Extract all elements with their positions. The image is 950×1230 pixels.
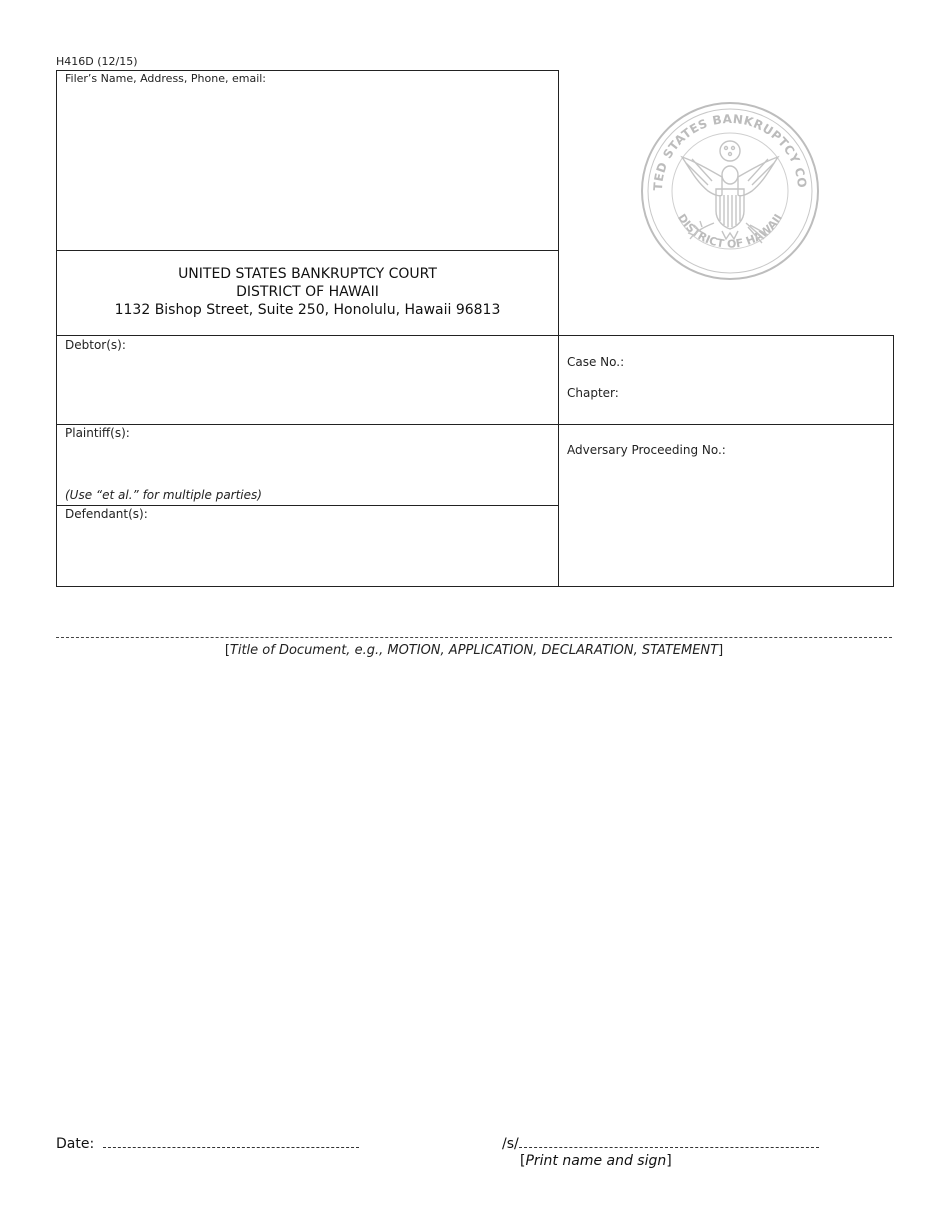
plaintiff-label: Plaintiff(s): <box>65 426 130 440</box>
defendant-label: Defendant(s): <box>65 507 148 521</box>
date-input-line[interactable] <box>103 1134 359 1148</box>
document-title-line[interactable] <box>56 637 892 638</box>
debtor-box[interactable] <box>56 335 559 425</box>
signature-prefix: /s/ <box>502 1136 519 1152</box>
title-hint-text: Title of Document, e.g., MOTION, APPLICATION, DECLARATION, STATEMENT <box>229 643 719 658</box>
print-bracket-close: ] <box>666 1153 672 1169</box>
title-bracket-close: ] <box>718 643 724 658</box>
date-label: Date: <box>56 1136 95 1152</box>
adversary-proceeding-box[interactable] <box>558 424 894 587</box>
plaintiff-box[interactable] <box>56 424 559 506</box>
print-hint-text: Print name and sign <box>525 1153 667 1169</box>
defendant-box[interactable] <box>56 505 559 587</box>
filer-label: Filer’s Name, Address, Phone, email: <box>65 72 267 85</box>
chapter-label: Chapter: <box>567 386 619 400</box>
case-no-label: Case No.: <box>567 355 625 369</box>
court-seal-icon <box>638 99 822 283</box>
court-block <box>57 265 558 319</box>
svg-text:DISTRICT OF HAWAII: DISTRICT OF HAWAII <box>675 211 785 251</box>
adversary-label: Adversary Proceeding No.: <box>567 443 726 457</box>
case-number-box[interactable] <box>558 335 894 425</box>
print-bracket-open: [ <box>520 1153 526 1169</box>
title-bracket-open: [ <box>224 643 230 658</box>
signature-input-line[interactable] <box>519 1134 819 1148</box>
date-field <box>56 1134 359 1152</box>
filer-info-box[interactable] <box>56 70 559 251</box>
print-name-hint <box>520 1153 672 1169</box>
court-seal <box>638 99 822 283</box>
debtor-label: Debtor(s): <box>65 338 126 352</box>
multiple-parties-note: (Use “et al.” for multiple parties) <box>65 488 262 502</box>
court-header-box <box>56 250 559 336</box>
court-district: DISTRICT OF HAWAII <box>236 284 379 300</box>
document-title-hint <box>56 643 892 658</box>
svg-text:UNITED STATES BANKRUPTCY COURT: TED STATES BANKRUPTCY CO <box>650 111 810 192</box>
form-code: H416D (12/15) <box>56 55 138 68</box>
signature-field <box>502 1134 819 1152</box>
court-name: UNITED STATES BANKRUPTCY COURT <box>178 266 437 282</box>
court-address: 1132 Bishop Street, Suite 250, Honolulu, Hawaii 96813 <box>114 302 501 318</box>
